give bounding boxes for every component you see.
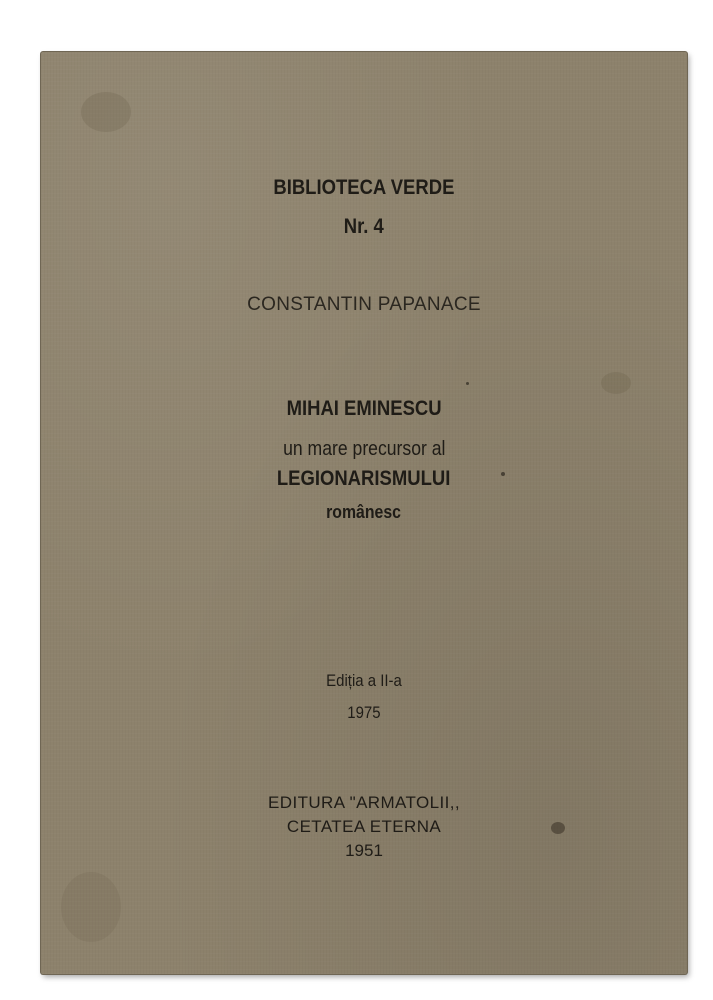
paper-stain xyxy=(81,92,131,132)
author-name: CONSTANTIN PAPANACE xyxy=(247,294,481,315)
edition-label: Ediția a II-a xyxy=(326,671,402,690)
paper-stain xyxy=(601,372,631,394)
publisher-location: CETATEA ETERNA xyxy=(286,817,442,836)
series-number: Nr. 4 xyxy=(343,215,385,238)
book-title: MIHAI EMINESCU xyxy=(286,397,442,420)
series-name: BIBLIOTECA VERDE xyxy=(273,176,455,199)
book-cover xyxy=(41,52,687,974)
book-subtitle-line3: românesc xyxy=(326,502,402,522)
paper-stain xyxy=(61,872,121,942)
paper-stain xyxy=(466,382,469,385)
book-subtitle-line1: un mare precursor al xyxy=(282,438,446,460)
publisher-name: EDITURA "ARMATOLII,, xyxy=(268,793,460,812)
edition-year: 1975 xyxy=(347,703,381,722)
book-subtitle-line2: LEGIONARISMULUI xyxy=(277,467,451,490)
publisher-year: 1951 xyxy=(345,841,383,860)
